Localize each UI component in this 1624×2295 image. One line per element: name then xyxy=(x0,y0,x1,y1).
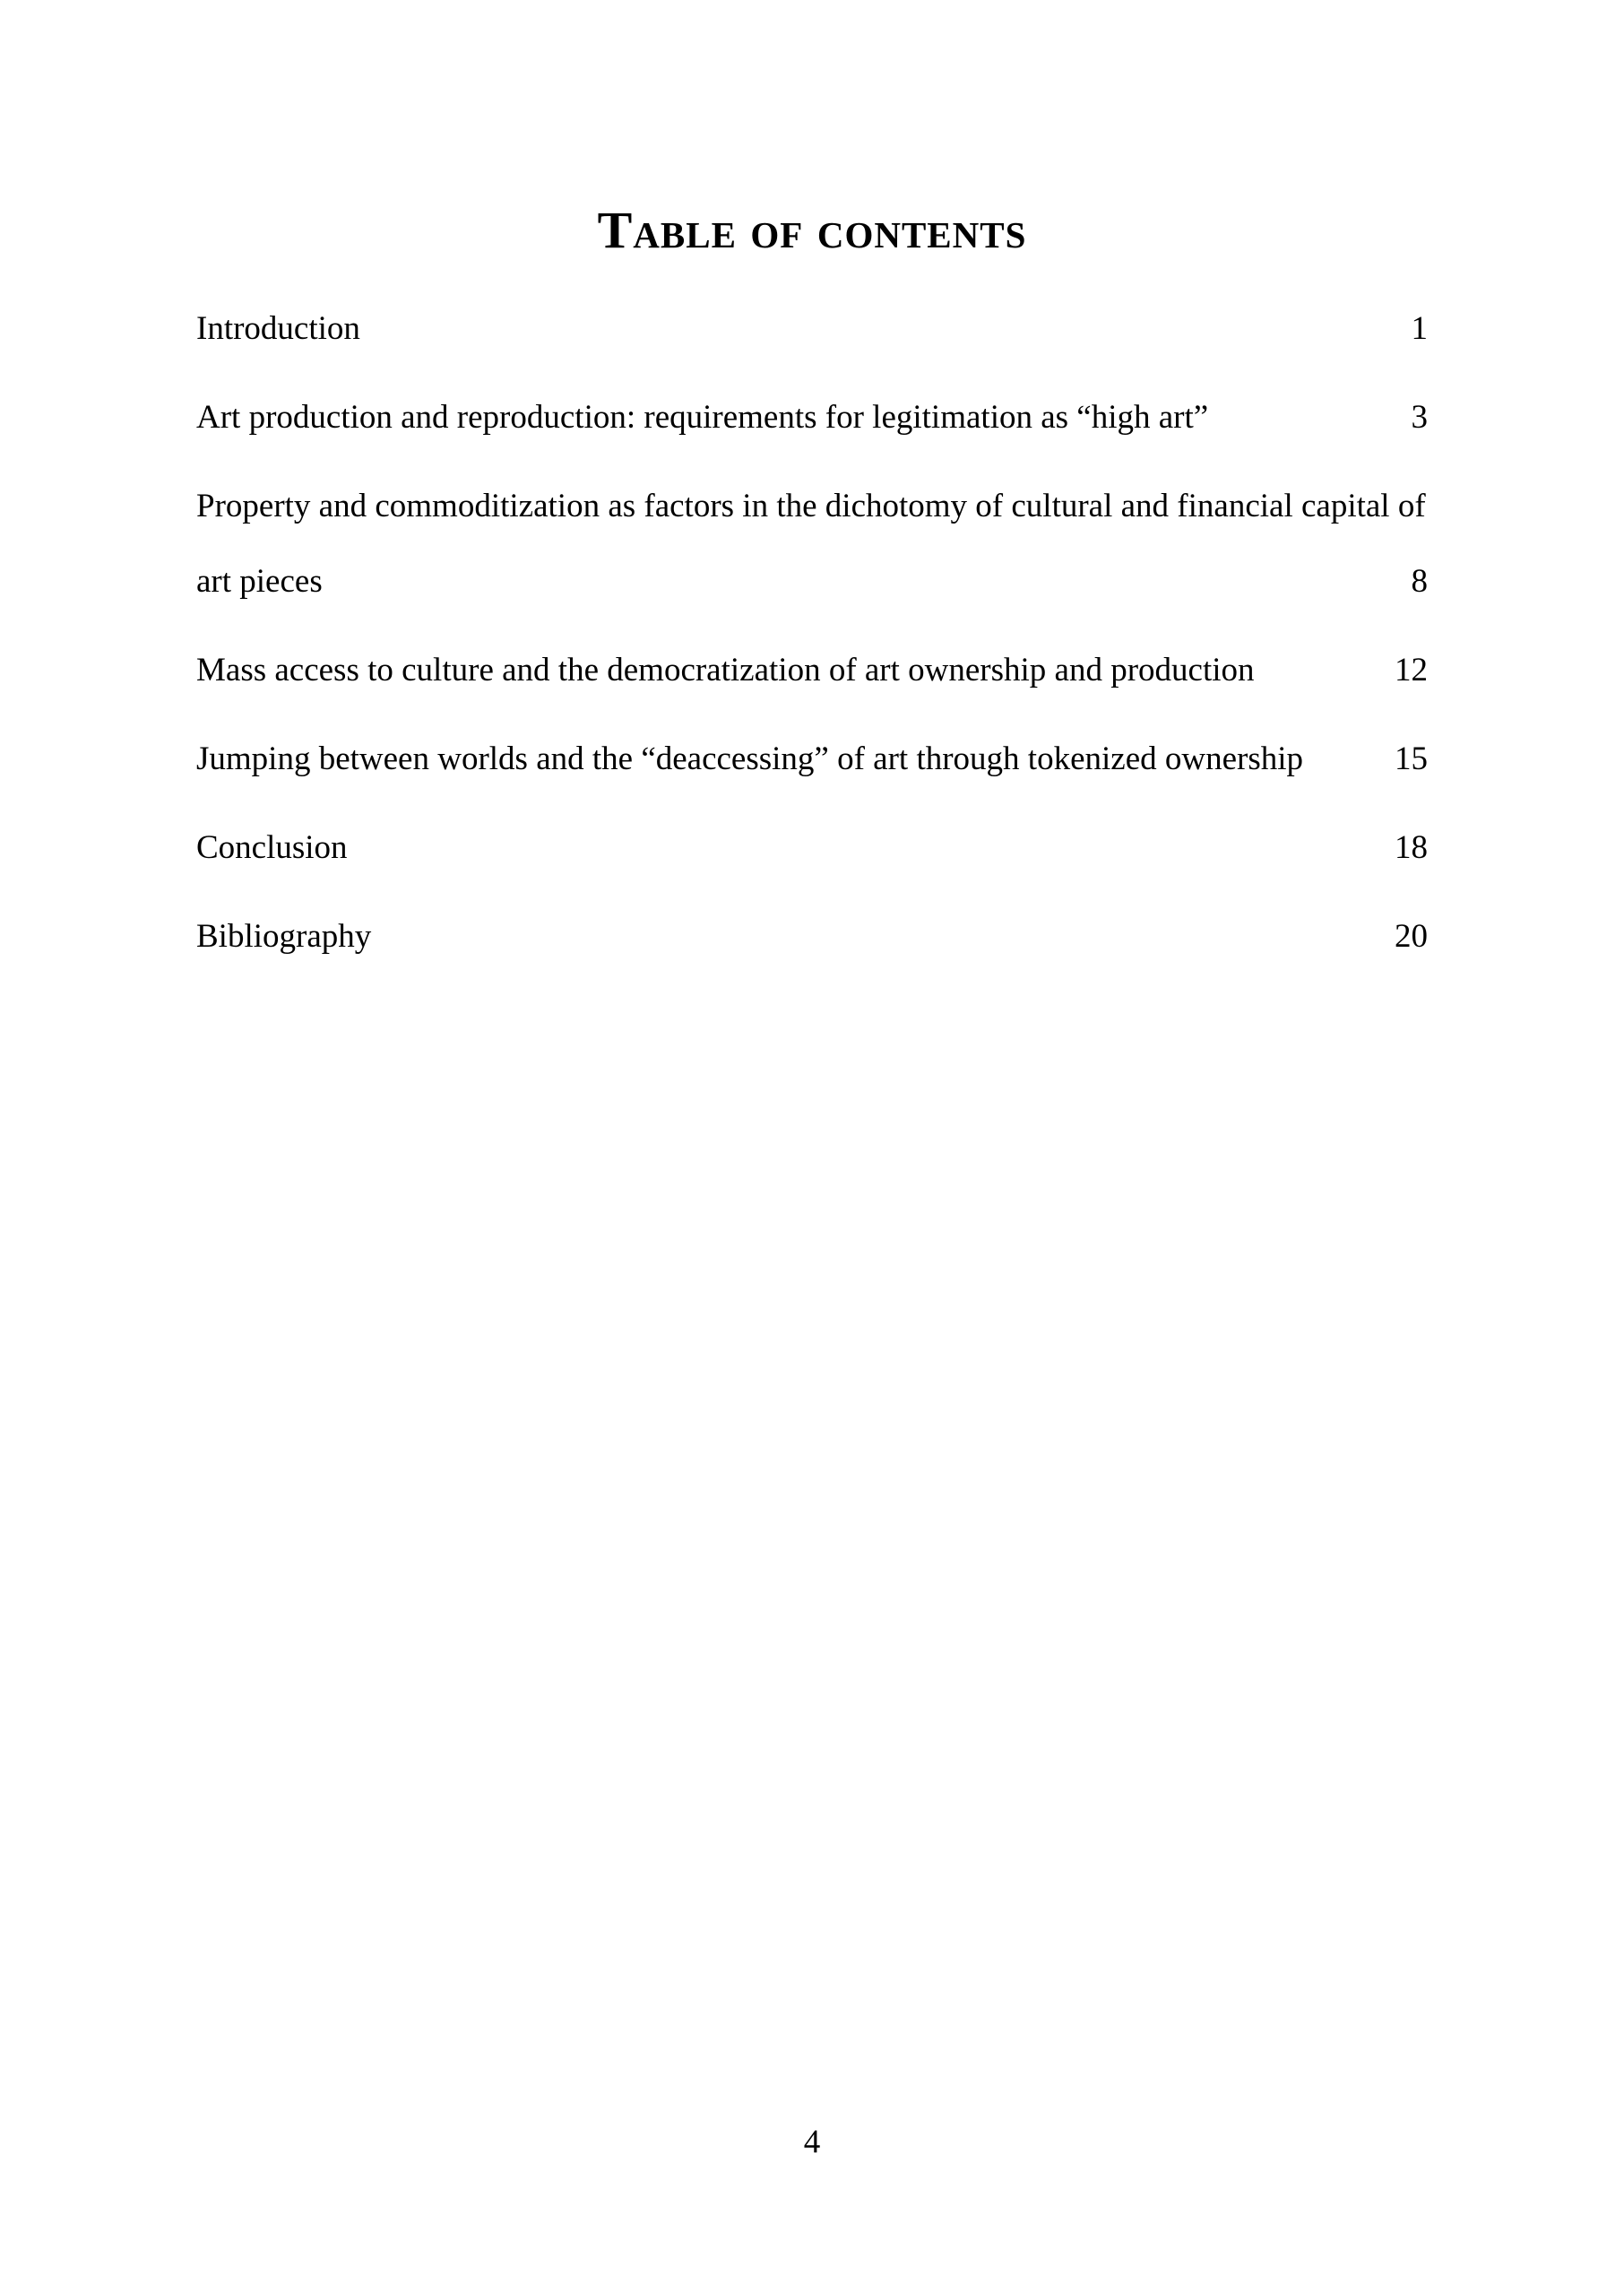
toc-entry xyxy=(196,380,1428,455)
toc-entry xyxy=(196,722,1428,797)
toc-entry-page: 15 xyxy=(1395,740,1428,777)
toc-entry xyxy=(196,469,1428,619)
toc-entry-page: 20 xyxy=(1395,918,1428,955)
toc-entry-title: Jumping between worlds and the “deaccessing” of art through tokenized ownership xyxy=(196,740,1304,777)
toc-title: Table of contents xyxy=(597,201,1027,259)
toc-entry-title: Bibliography xyxy=(196,918,372,955)
toc-entry-title: Introduction xyxy=(196,310,360,347)
toc-entry-page: 18 xyxy=(1395,829,1428,866)
toc-entry-title: Mass access to culture and the democratization of art ownership and production xyxy=(196,652,1255,688)
toc-entry-page: 8 xyxy=(1411,563,1428,600)
toc-entry-page: 12 xyxy=(1395,652,1428,688)
toc-entry-page: 3 xyxy=(1411,399,1428,436)
page-number: 4 xyxy=(803,2124,821,2161)
toc-entry-title: Art production and reproduction: requirements for legitimation as “high art” xyxy=(196,399,1209,436)
toc-entry xyxy=(196,633,1428,708)
toc-entry xyxy=(196,810,1428,886)
toc-entry xyxy=(196,291,1428,367)
toc-entry-page: 1 xyxy=(1411,310,1428,347)
toc-entry-title: Conclusion xyxy=(196,829,348,866)
toc-entry xyxy=(196,899,1428,974)
toc-entry-title: Property and commoditization as factors in the dichotomy of cultural and financial capital of art pieces xyxy=(196,488,1426,600)
